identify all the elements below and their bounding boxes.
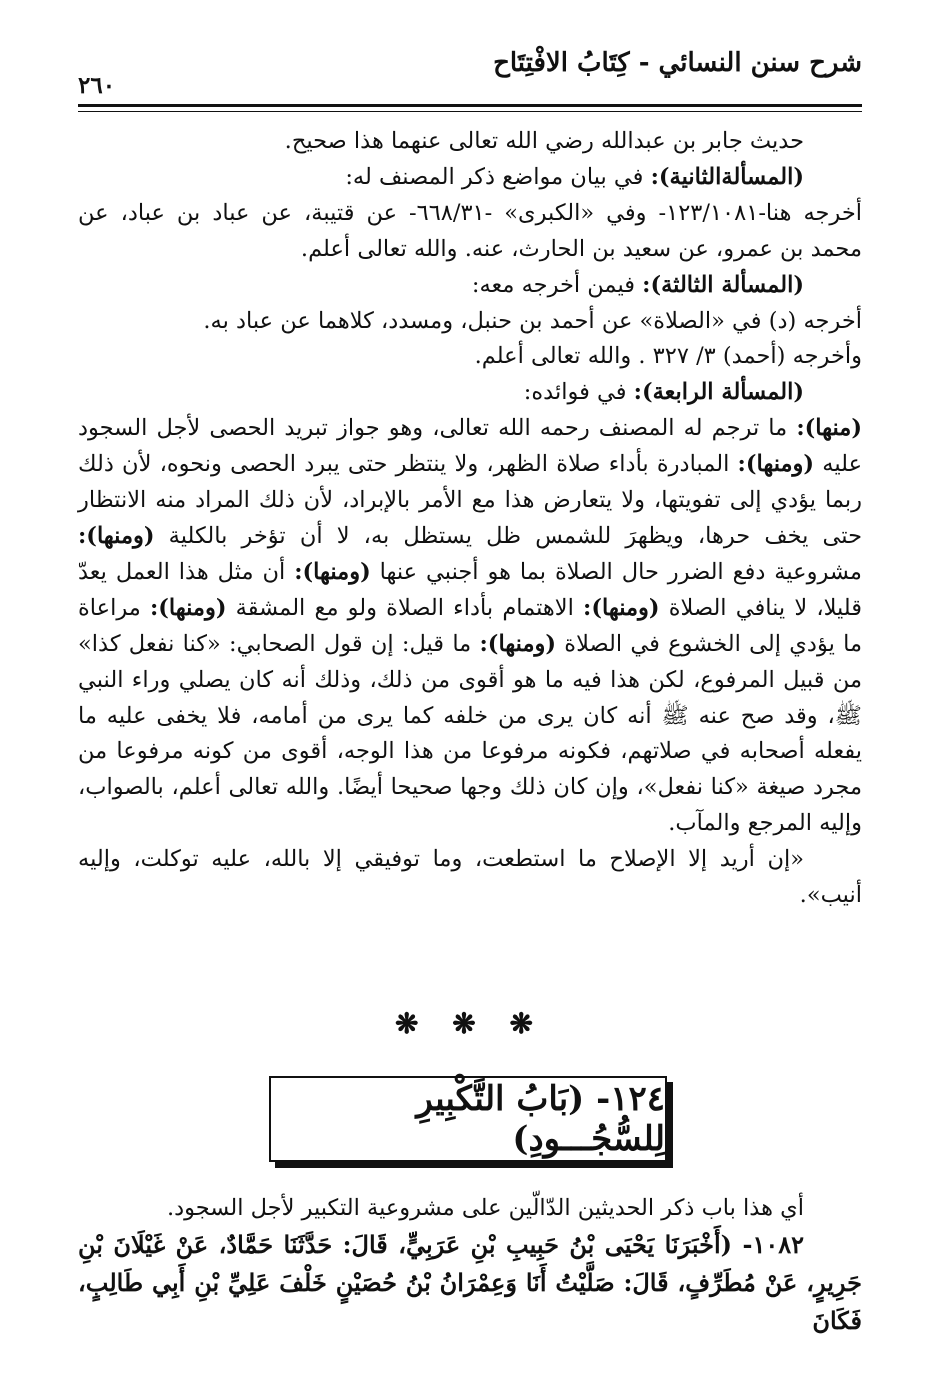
benefit-1-text: ما ترجم له المصنف رحمه الله تعالى، وهو جواز تبريد الحصى لأجل السجود عليه <box>78 415 862 478</box>
issue-3-heading: (المسألة الثالثة): <box>642 271 804 298</box>
benefit-6-text: مراعاة ما يؤدي إلى الخشوع في الصلاة <box>78 594 862 657</box>
issue-2-text: في بيان مواضع ذكر المصنف له: <box>345 163 651 190</box>
page-number: ٢٦٠ <box>78 72 116 99</box>
paragraph-closing-quote: «إن أريد إلا الإصلاح ما استطعت، وما توفيقي إلا بالله، عليه توكلت، وإليه أنيب». <box>78 846 862 909</box>
hadith-text: ١٠٨٢- (أَخْبَرَنَا يَحْيَى بْنُ حَبِيبِ بْنِ عَرَبِيٍّ، قَالَ: حَدَّثَنَا حَمَّادٌ، عَنْ غَيْلَانَ بْنِ جَرِيرٍ، عَنْ مُطَرِّفٍ، قَالَ: صَلَّيْتُ أَنَا وَعِمْرَانُ بْنُ حُصَيْنٍ خَلْفَ عَلِيِّ بْنِ أَبِي طَالِبٍ، فَكَانَ <box>78 1230 862 1335</box>
paragraph-issue-2-detail: أخرجه هنا-١٢٣/١٠٨١- وفي «الكبرى» -٦٦٨/٣١- عن قتيبة، عن عباد بن عباد، عن محمد بن عمرو، عن سعيد بن الحارث، عنه. والله تعالى أعلم. <box>78 199 862 262</box>
page-header <box>78 42 862 107</box>
benefit-2-text: المبادرة بأداء صلاة الظهر، ولا ينتظر حتى يبرد الحصى ونحوه، لأن ذلك ربما يؤدي إلى تفويتها، ولا يتعارض هذا مع الأمر بالإبراد، لأن ذلك المراد منه الانتظار حتى يخف حرها، ويظهرَ للشمس ظل يستظل به، لا أن تؤخر بالكلية <box>78 451 862 549</box>
benefit-1-heading: (منها): <box>796 415 862 442</box>
benefit-3-text: مشروعية دفع الضرر حال الصلاة بما هو أجنبي عنها <box>370 558 862 585</box>
paragraph-issue-2 <box>78 160 862 196</box>
benefit-6-heading: (ومنها): <box>149 594 227 621</box>
chapter-body <box>78 1190 862 1340</box>
paragraph-benefits <box>78 411 862 842</box>
issue-3-text: فيمن أخرجه معه: <box>471 271 643 298</box>
benefit-7-heading: (ومنها): <box>479 630 557 657</box>
running-title: شرح سنن النسائي - كِتَابُ الافْتِتَاح <box>493 48 862 78</box>
issue-4-text: في فوائده: <box>523 379 634 406</box>
benefit-2-heading: (ومنها): <box>737 451 815 478</box>
commentary-body <box>78 124 862 914</box>
issue-2-heading: (المسألةالثانية): <box>650 163 804 190</box>
paragraph-issue-4 <box>78 375 862 411</box>
issue-4-heading: (المسألة الرابعة): <box>633 379 804 406</box>
chapter-title: ١٢٤- (بَابُ التَّكْبِيرِ لِلسُّجُـــودِ) <box>416 1079 665 1159</box>
paragraph-issue-3-detail-1: أخرجه (د) في «الصلاة» عن أحمد بن حنبل، ومسدد، كلاهما عن عباد به. <box>203 307 862 334</box>
benefit-3-heading: (ومنها): <box>78 522 155 549</box>
section-separator: ❋ ❋ ❋ <box>395 1007 545 1040</box>
paragraph-hadith-grade: حديث جابر بن عبدالله رضي الله تعالى عنهما هذا صحيح. <box>284 128 804 154</box>
benefit-4-heading: (ومنها): <box>294 558 371 585</box>
paragraph-issue-3-detail-2: وأخرجه (أحمد) ٣/ ٣٢٧ . والله تعالى أعلم. <box>474 343 862 370</box>
paragraph-issue-3 <box>78 268 862 304</box>
benefit-5-text: الاهتمام بأداء الصلاة ولو مع المشقة <box>226 594 584 621</box>
chapter-title-box <box>269 1076 667 1162</box>
chapter-intro: أي هذا باب ذكر الحديثين الدّالّين على مشروعية التكبير لأجل السجود. <box>166 1195 804 1221</box>
benefit-4-text: أن مثل هذا العمل يعدّ قليلا، لا ينافي الصلاة <box>78 558 863 621</box>
benefit-5-heading: (ومنها): <box>583 594 660 621</box>
benefit-7-text: ما قيل: إن قول الصحابي: «كنا نفعل كذا» من قبيل المرفوع، لكن هذا فيه ما هو أقوى من ذلك، وذلك أنه كان يصلي وراء النبي ﷺ، وقد صح عنه ﷺ أنه كان يرى من خلفه كما يرى من أمامه، فلا يخفى عليه ما يفعله أصحابه في صلاتهم، فكونه مرفوعا من هذا الوجه، أقوى من كونه مرفوعا من مجرد صيغة «كنا نفعل»، وإن كان ذلك وجها صحيحا أيضًا. والله تعالى أعلم، بالصواب، وإليه المرجع والمآب. <box>78 630 862 837</box>
